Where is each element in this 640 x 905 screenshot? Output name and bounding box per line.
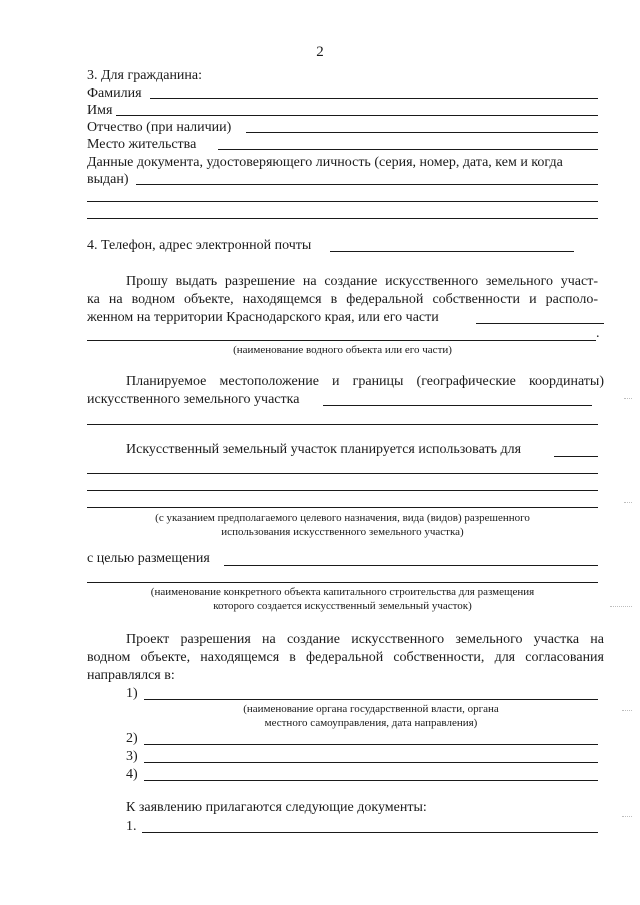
phone-email-field[interactable] [330,251,574,252]
page-number: 2 [316,44,324,60]
project-text-line3: направлялся в: [87,668,175,683]
surname-field[interactable] [150,98,598,99]
attachment-item-1-field[interactable] [142,832,598,833]
phone-email-label: 4. Телефон, адрес электронной почты [87,238,312,253]
request-text-line1: Прошу выдать разрешение на создание искусственного земельного участ- [126,274,598,289]
project-item-3-field[interactable] [144,762,598,763]
section3-title: 3. Для гражданина: [87,68,203,83]
name-field[interactable] [116,115,598,116]
project-item-1-field[interactable] [144,699,598,700]
scan-speck [624,502,632,503]
request-text-line3: женном на территории Краснодарского края, или его части [87,310,439,325]
scan-speck [624,398,632,399]
id-doc-label-line1: Данные документа, удостоверяющего личность (серия, номер, дата, кем и когда [87,155,563,170]
project-hint-line2: местного самоуправления, дата направления) [264,717,478,729]
usage-field-3[interactable] [87,490,598,491]
usage-hint-line1: (с указанием предполагаемого целевого назначения, вида (видов) разрешенного [155,512,530,524]
id-doc-field-3[interactable] [87,218,598,219]
location-field-1[interactable] [323,405,592,406]
placement-field-2[interactable] [87,582,598,583]
attachments-title: К заявлению прилагаются следующие документы: [126,800,427,815]
scan-speck [610,606,632,607]
water-object-field-1[interactable] [476,323,604,324]
project-item-4-field[interactable] [144,780,598,781]
patronymic-label: Отчество (при наличии) [87,120,232,135]
placement-hint-line1: (наименование конкретного объекта капитального строительства для размещения [150,586,535,598]
project-text-line2: водном объекте, находящемся в федеральной собственности, для согласования [87,650,604,665]
placement-hint-line2: которого создается искусственный земельный участок) [213,600,472,612]
usage-field-1[interactable] [554,456,598,457]
location-field-2[interactable] [87,424,598,425]
water-object-period: . [596,326,600,341]
id-doc-label-line2: выдан) [87,172,129,187]
project-item-1-number: 1) [126,686,138,701]
project-item-3-number: 3) [126,749,138,764]
project-text-line1: Проект разрешения на создание искусственного земельного участка на [126,632,604,647]
usage-field-4[interactable] [87,507,598,508]
scan-speck [622,816,632,817]
attachment-item-1-number: 1. [126,819,137,834]
patronymic-field[interactable] [246,132,598,133]
project-item-2-field[interactable] [144,744,598,745]
usage-text-line1: Искусственный земельный участок планируется использовать для [126,442,522,457]
project-item-2-number: 2) [126,731,138,746]
name-label: Имя [87,103,113,118]
water-object-hint: (наименование водного объекта или его части) [233,344,452,356]
id-doc-field-1[interactable] [136,184,598,185]
surname-label: Фамилия [87,86,142,101]
residence-field[interactable] [218,149,598,150]
usage-field-2[interactable] [87,473,598,474]
project-hint-line1: (наименование органа государственной власти, органа [243,703,499,715]
water-object-field-2[interactable] [87,340,596,341]
placement-field-1[interactable] [224,565,598,566]
usage-hint-line2: использования искусственного земельного участка) [221,526,464,538]
location-text-line1: Планируемое местоположение и границы (географические координаты) [126,374,604,389]
scan-speck [622,710,632,711]
request-text-line2: ка на водном объекте, находящемся в федеральной собственности и располо- [87,292,598,307]
project-item-4-number: 4) [126,767,138,782]
residence-label: Место жительства [87,137,197,152]
placement-label: с целью размещения [87,551,210,566]
id-doc-field-2[interactable] [87,201,598,202]
location-text-line2: искусственного земельного участка [87,392,300,407]
